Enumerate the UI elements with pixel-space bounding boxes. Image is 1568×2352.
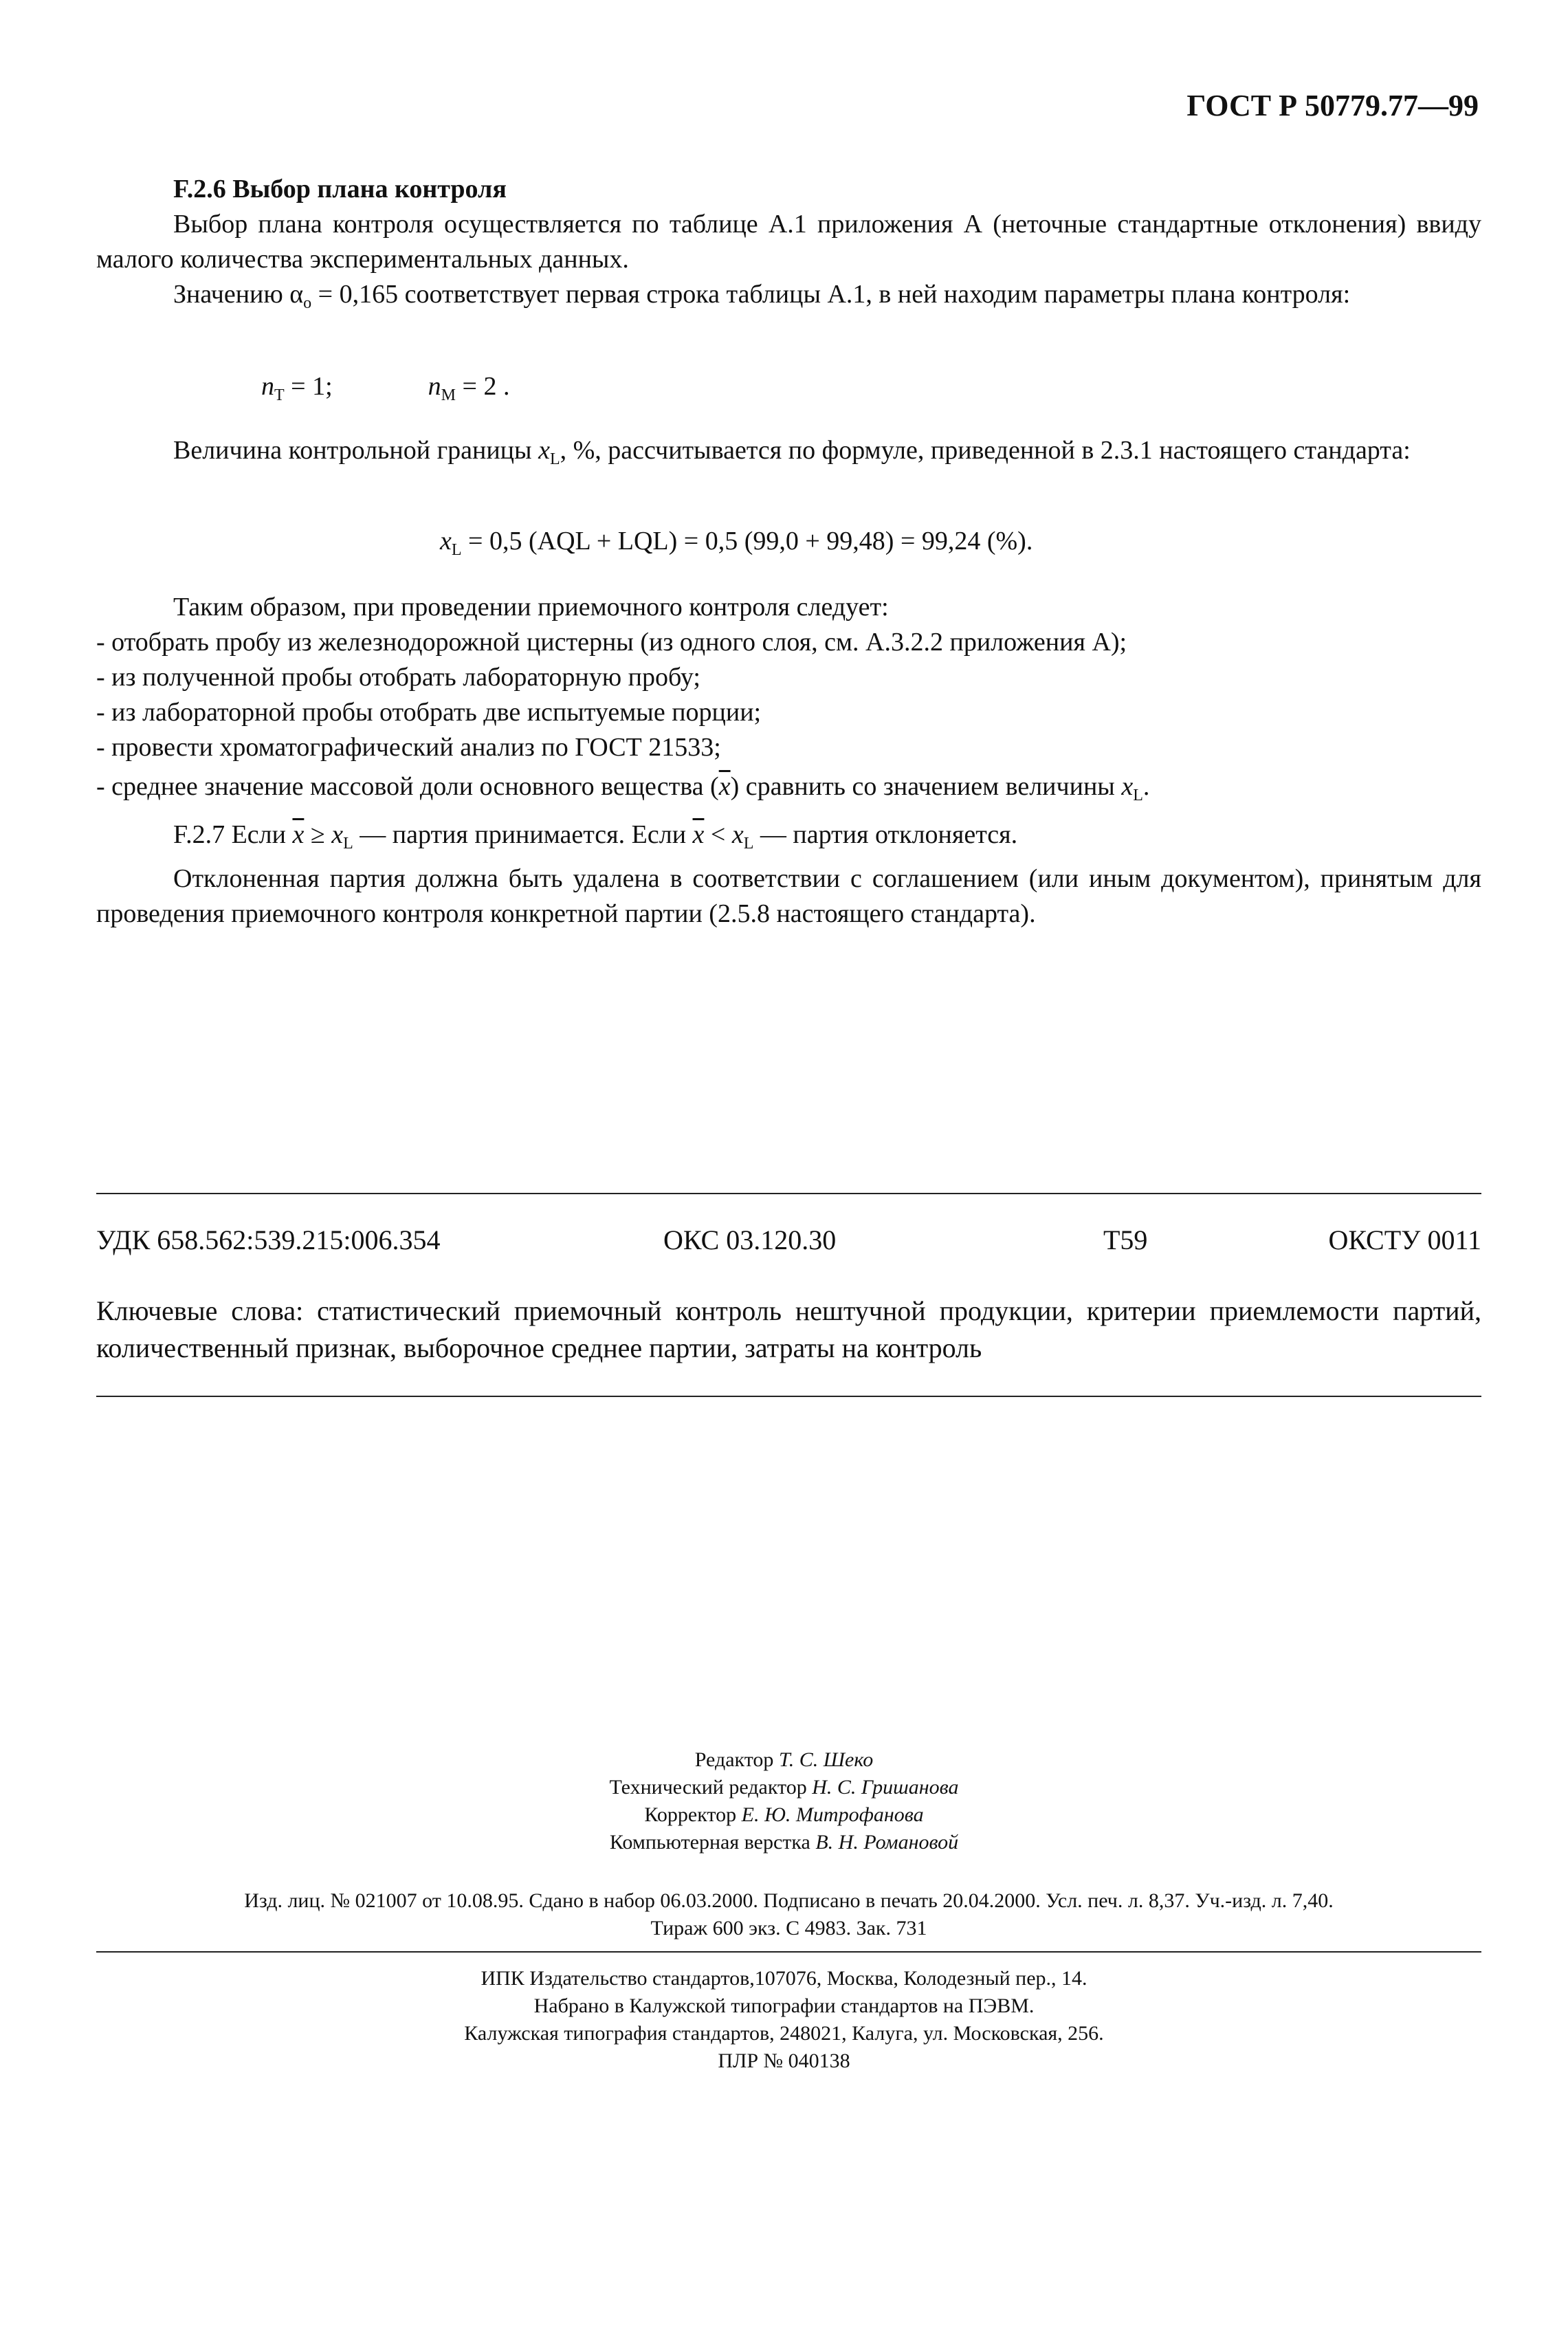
n-t-subscript: Т: [274, 386, 285, 404]
printer-line: Набрано в Калужской типографии стандартов на ПЭВМ.: [533, 1994, 1035, 2017]
paragraph-rejected-lot: Отклоненная партия должна быть удалена в соответствии с соглашением (или иным документом), принятым для проведения приемочного контроля конкретной партии (2.5.8 настоящего стандарта).: [96, 864, 1481, 928]
section-f26: [96, 172, 1481, 321]
credit-editor: Редактор Т. С. Шеко: [694, 1748, 874, 1771]
formula-subscript: L: [451, 541, 462, 559]
divider-bottom: [96, 1951, 1481, 1953]
procedure-step: - из полученной пробы отобрать лабораторную пробу;: [96, 663, 700, 692]
printer-line: ПЛР № 040138: [718, 2049, 850, 2072]
publication-info: [96, 1887, 1481, 1942]
standard-code: ГОСТ Р 50779.77—99: [1186, 89, 1479, 122]
procedure-step: - среднее значение массовой доли основного вещества $(\overline{x})$ сравнить со значением величины $x_L$.: [96, 772, 1150, 804]
printer-line: ИПК Издательство стандартов,107076, Москва, Колодезный пер., 14.: [481, 1967, 1087, 1990]
credit-layout: Компьютерная верстка В. Н. Романовой: [609, 1831, 959, 1854]
divider-top: [96, 1193, 1481, 1194]
publication-line-1: Изд. лиц. № 021007 от 10.08.95. Сдано в набор 06.03.2000. Подписано в печать 20.04.2000. Усл. печ. л. 8,37. Уч.-изд. л. 7,40.: [244, 1889, 1334, 1912]
limit-var: x: [538, 436, 550, 465]
limit-subscript: L: [549, 450, 560, 468]
credit-proofreader: Корректор Е. Ю. Митрофанова: [644, 1803, 924, 1826]
n-m-symbol: n: [428, 372, 441, 401]
mean-symbol: $\overline{x}$: [718, 772, 731, 801]
limit-text-start: Величина контрольной границы: [173, 436, 539, 465]
n-t-value: = 1;: [284, 372, 333, 401]
keywords: Ключевые слова: статистический приемочный контроль нештучной продукции, критерии приемлемости партий, количественный признак, выборочное среднее партии, затраты на контроль: [96, 1295, 1481, 1363]
paragraph-alpha: [96, 277, 1481, 321]
credits-block: [0, 1746, 1568, 1856]
section-title: F.2.6 Выбор плана контроля: [173, 175, 507, 204]
n-m-subscript: М: [441, 386, 456, 404]
procedure-step: - из лабораторной пробы отобрать две испытуемые порции;: [96, 698, 762, 727]
formula-expression: = 0,5 (AQL + LQL) = 0,5 (99,0 + 99,48) = 99,24 (%).: [461, 527, 1033, 556]
printer-line: Калужская типография стандартов, 248021, Калуга, ул. Московская, 256.: [464, 2022, 1104, 2045]
alpha-text-end: = 0,165 соответствует первая строка таблицы А.1, в ней находим параметры плана контроля:: [311, 280, 1351, 309]
n-m-value: = 2 .: [456, 372, 510, 401]
divider-middle: [96, 1396, 1481, 1397]
n-t-symbol: n: [261, 372, 274, 401]
printer-info: [0, 1965, 1568, 2075]
alpha-text-start: Значению α: [173, 280, 304, 309]
procedure-step: - провести хроматографический анализ по ГОСТ 21533;: [96, 733, 721, 762]
oks-code: ОКС 03.120.30: [663, 1224, 837, 1255]
procedure-intro: Таким образом, при проведении приемочного контроля следует:: [173, 593, 889, 622]
formula-n-values: [261, 371, 509, 405]
paragraph-plan-choice: Выбор плана контроля осуществляется по таблице А.1 приложения А (неточные стандартные отклонения) ввиду малого количества экспериментальных данных.: [96, 210, 1481, 274]
t-code: Т59: [1103, 1224, 1148, 1255]
formula-var: x: [440, 527, 452, 556]
section-procedure: [96, 590, 1481, 932]
formula-control-limit: [440, 526, 1033, 560]
udk-code: УДК 658.562:539.215:006.354: [96, 1224, 441, 1255]
publication-line-2: Тираж 600 экз. С 4983. Зак. 731: [650, 1917, 927, 1939]
alpha-subscript: о: [303, 294, 312, 312]
credit-technical-editor: Технический редактор Н. С. Гришанова: [609, 1776, 959, 1799]
limit-text-end: , %, рассчитывается по формуле, приведенной в 2.3.1 настоящего стандарта:: [560, 436, 1411, 465]
procedure-step: - отобрать пробу из железнодорожной цистерны (из одного слоя, см. А.3.2.2 приложения А);: [96, 628, 1127, 657]
paragraph-f27: F.2.7 Если $\overline{x} \ge x_L$ — партия принимается. Если $\overline{x} < x_L$ — партия отклоняется.: [173, 820, 1018, 853]
okstu-code: ОКСТУ 0011: [1328, 1224, 1481, 1255]
paragraph-control-limit: [96, 433, 1481, 477]
